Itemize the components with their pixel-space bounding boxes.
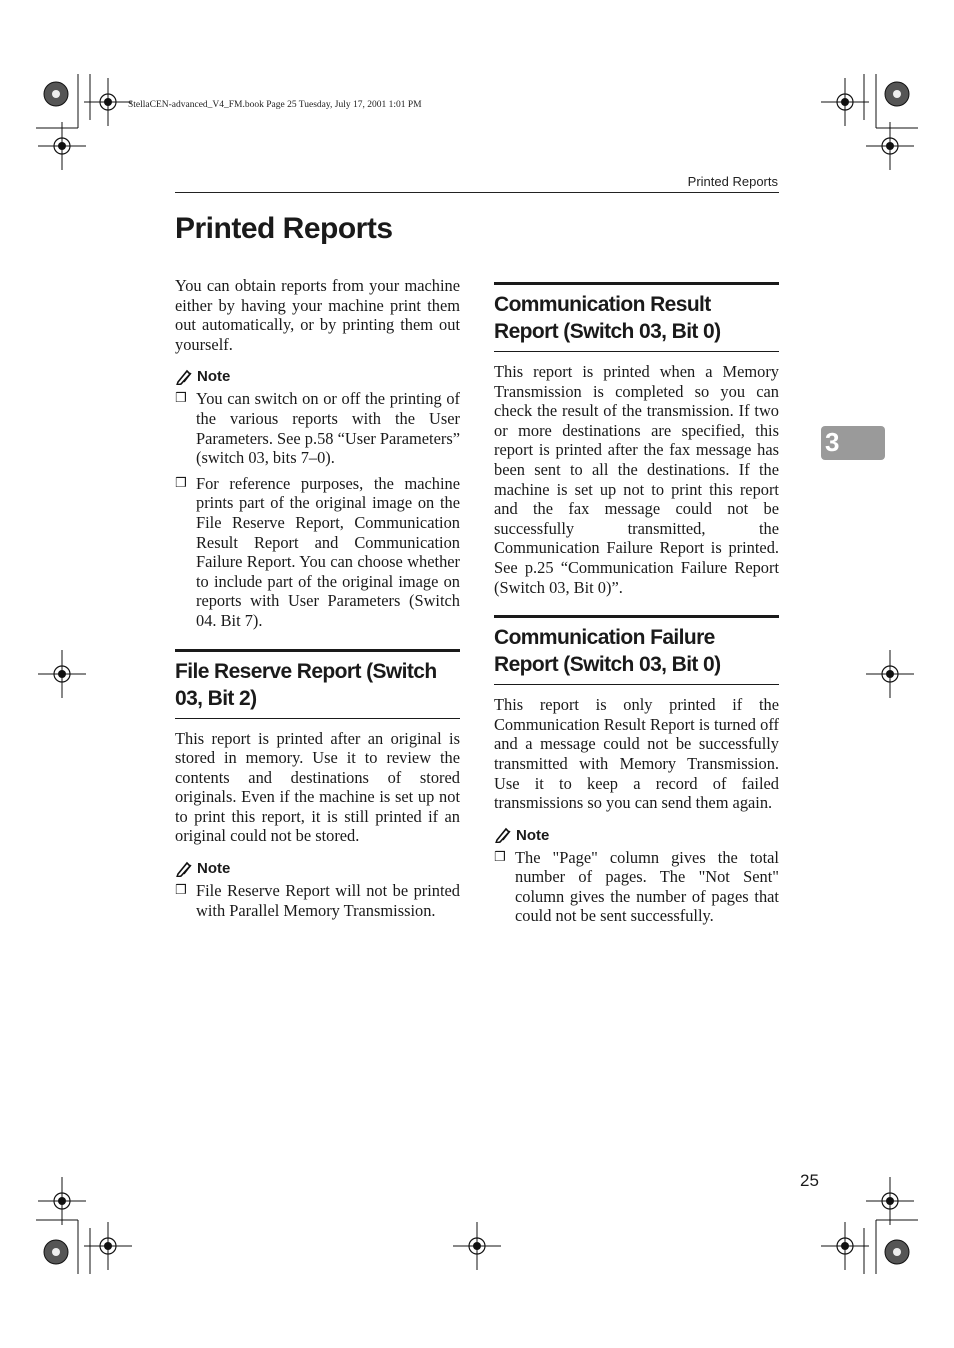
chapter-number: 3	[825, 427, 840, 457]
note-text: File Reserve Report will not be printed with Parallel Memory Transmission.	[196, 881, 460, 920]
page-title: Printed Reports	[175, 212, 393, 245]
note-text: For reference purposes, the machine prints part of the original image on the File Reserve Report, Communication Result Report and Communication Failure Report. You can choose whether to include part of the original image on reports with User Parameters (Switch 04. Bit 7).	[196, 473, 460, 630]
checkbox-icon: ❒	[175, 391, 187, 407]
section-title: Communication Result Report (Switch 03, Bit 0)	[494, 293, 721, 343]
left-column	[175, 276, 460, 926]
note-text: You can switch on or off the printing of the various reports with the User Parameters. See p.58 “User Parameters” (switch 03, bits 7–0).	[196, 389, 460, 468]
list-item	[494, 848, 779, 926]
section-title: Communication Failure Report (Switch 03, Bit 0)	[494, 626, 721, 677]
section-body: This report is printed when a Memory Transmission is completed so you can check the result of the transmission. If two or more destinations are specified, this report is printed after the fax message has been sent to all the destinations. If the machine is set up not to print this report and the fax message could not be successfully transmitted, the Communication Failure Report is printed. See p.25 “Communication Failure Report (Switch 03, Bit 0)”.	[494, 362, 779, 597]
list-item	[175, 474, 460, 631]
checkbox-icon: ❒	[175, 883, 187, 899]
pencil-icon	[175, 861, 193, 877]
section-heading-file-reserve	[175, 649, 460, 719]
note-heading	[175, 860, 460, 877]
chapter-tab	[821, 426, 885, 460]
section-title: File Reserve Report (Switch 03, Bit 2)	[175, 659, 437, 710]
header-rule	[175, 192, 779, 193]
note-label: Note	[197, 368, 231, 386]
note-text: The "Page" column gives the total number of pages. The "Not Sent" column gives the number of pages that could not be sent successfully.	[515, 847, 779, 926]
running-header: Printed Reports	[687, 174, 778, 189]
right-column	[494, 282, 779, 932]
note-label: Note	[197, 860, 231, 878]
section-body: This report is only printed if the Communication Result Report is turned off and a message could not be successfully transmitted with Memory Transmission. Use it to keep a record of failed transmissions so you can send them again.	[494, 695, 779, 813]
list-item	[175, 881, 460, 920]
note-heading	[494, 827, 779, 844]
pencil-icon	[494, 827, 512, 843]
note-heading	[175, 368, 460, 385]
note-label: Note	[516, 826, 550, 844]
pencil-icon	[175, 369, 193, 385]
printer-info-line: StellaCEN-advanced_V4_FM.book Page 25 Tuesday, July 17, 2001 1:01 PM	[128, 100, 422, 110]
list-item	[175, 389, 460, 467]
checkbox-icon: ❒	[494, 849, 506, 865]
page-number: 25	[800, 1171, 819, 1190]
checkbox-icon: ❒	[175, 475, 187, 491]
section-heading-communication-result	[494, 282, 779, 352]
section-body: This report is printed after an original is stored in memory. Use it to review the contents and destinations of stored originals. Even if the machine is set up not to print this report, it is still printed if an original could not be stored.	[175, 728, 460, 846]
intro-paragraph: You can obtain reports from your machine either by having your machine print them out automatically, or by printing them out yourself.	[175, 276, 460, 354]
section-heading-communication-failure	[494, 615, 779, 685]
